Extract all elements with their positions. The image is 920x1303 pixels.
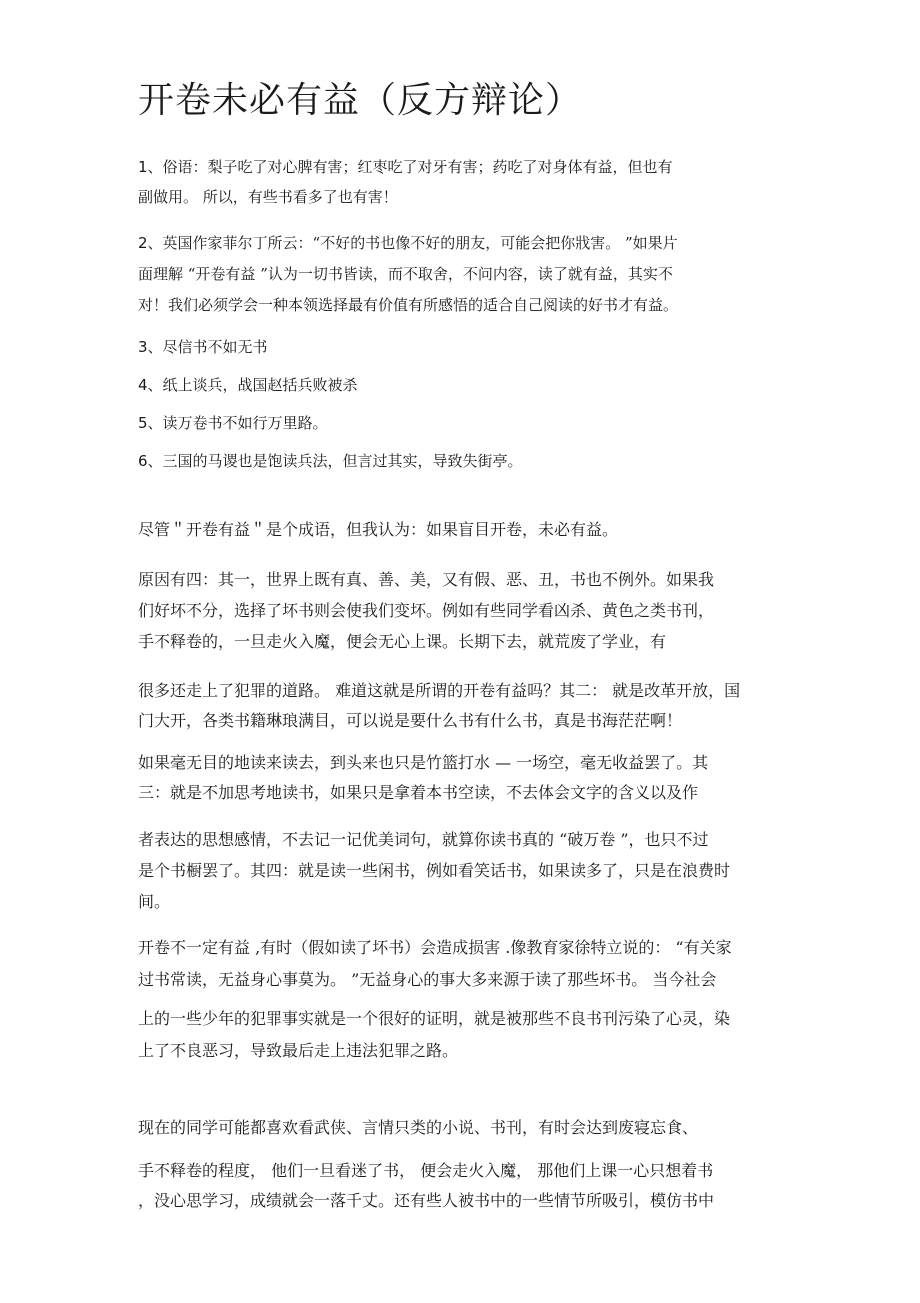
- paragraph-line: ，没心思学习，成绩就会一落千丈。还有些人被书中的一些情节所吸引，模仿书中: [138, 1191, 715, 1210]
- paragraph-line: 上的一些少年的犯罪事实就是一个很好的证明，就是被那些不良书刊污染了心灵，染: [138, 1009, 731, 1028]
- list-item-6: 6、三国的马谡也是饱读兵法，但言过其实，导致失街亭。: [138, 452, 523, 470]
- list-item-5: 5、读万卷书不如行万里路。: [138, 414, 328, 432]
- paragraph-line: 现在的同学可能都喜欢看武侠、言情只类的小说、书刊，有时会达到废寝忘食、: [138, 1118, 699, 1137]
- document-title: 开卷未必有益（反方辩论）: [138, 80, 583, 121]
- list-item-2-line-1: 2、英国作家菲尔丁所云：“不好的书也像不好的朋友，可能会把你戕害。 ”如果片: [138, 234, 678, 252]
- paragraph-line: 手不释卷的程度， 他们一旦看迷了书， 便会走火入魔， 那他们上课一心只想着书: [138, 1161, 714, 1180]
- paragraph-line: 上了不良恶习，导致最后走上违法犯罪之路。: [138, 1041, 459, 1060]
- paragraph-line: 很多还走上了犯罪的道路。 难道这就是所谓的开卷有益吗？其二： 就是改革开放，国: [138, 681, 741, 700]
- paragraph-line: 门大开，各类书籍琳琅满目，可以说是要什么书有什么书，真是书海茫茫啊！: [138, 711, 683, 730]
- paragraph-line: 尽管＂开卷有益＂是个成语，但我认为：如果盲目开卷，未必有益。: [138, 520, 619, 539]
- paragraph-line: 如果毫无目的地读来读去，到头来也只是竹篮打水 — 一场空，毫无收益罢了。其: [138, 753, 709, 772]
- list-item-2-line-2: 面理解 “开卷有益 ”认为一切书皆读，而不取舍，不问内容，读了就有益，其实不: [138, 265, 673, 283]
- paragraph-line: 过书常读，无益身心事莫为。 ”无益身心的事大多来源于读了那些坏书。 当今社会: [138, 970, 717, 989]
- list-item-3: 3、尽信书不如无书: [138, 338, 268, 356]
- paragraph-line: 手不释卷的，一旦走火入魔，便会无心上课。长期下去，就荒废了学业，有: [138, 632, 667, 651]
- paragraph-line: 间。: [138, 892, 171, 911]
- paragraph-line: 者表达的思想感情，不去记一记优美词句，就算你读书真的 “破万卷 ”，也只不过: [138, 830, 709, 849]
- list-item-1-line-2: 副做用。 所以，有些书看多了也有害！: [138, 188, 398, 206]
- paragraph-line: 们好坏不分，选择了坏书则会使我们变坏。例如有些同学看凶杀、黄色之类书刊，: [138, 601, 715, 620]
- paragraph-line: 原因有四：其一，世界上既有真、善、美，又有假、恶、丑，书也不例外。如果我: [138, 570, 715, 589]
- paragraph-line: 开卷不一定有益 ,有时（假如读了坏书）会造成损害 .像教育家徐特立说的： “有关家: [138, 938, 732, 957]
- list-item-1-line-1: 1、俗语：梨子吃了对心脾有害；红枣吃了对牙有害；药吃了对身体有益，但也有: [138, 158, 673, 176]
- paragraph-line: 是个书橱罢了。其四：就是读一些闲书，例如看笑话书，如果读多了，只是在浪费时: [138, 861, 731, 880]
- list-item-4: 4、纸上谈兵，战国赵括兵败被杀: [138, 376, 358, 394]
- list-item-2-line-3: 对！我们必须学会一种本领选择最有价值有所感悟的适合自己阅读的好书才有益。: [138, 296, 679, 314]
- paragraph-line: 三：就是不加思考地读书，如果只是拿着本书空读，不去体会文字的含义以及作: [138, 783, 699, 802]
